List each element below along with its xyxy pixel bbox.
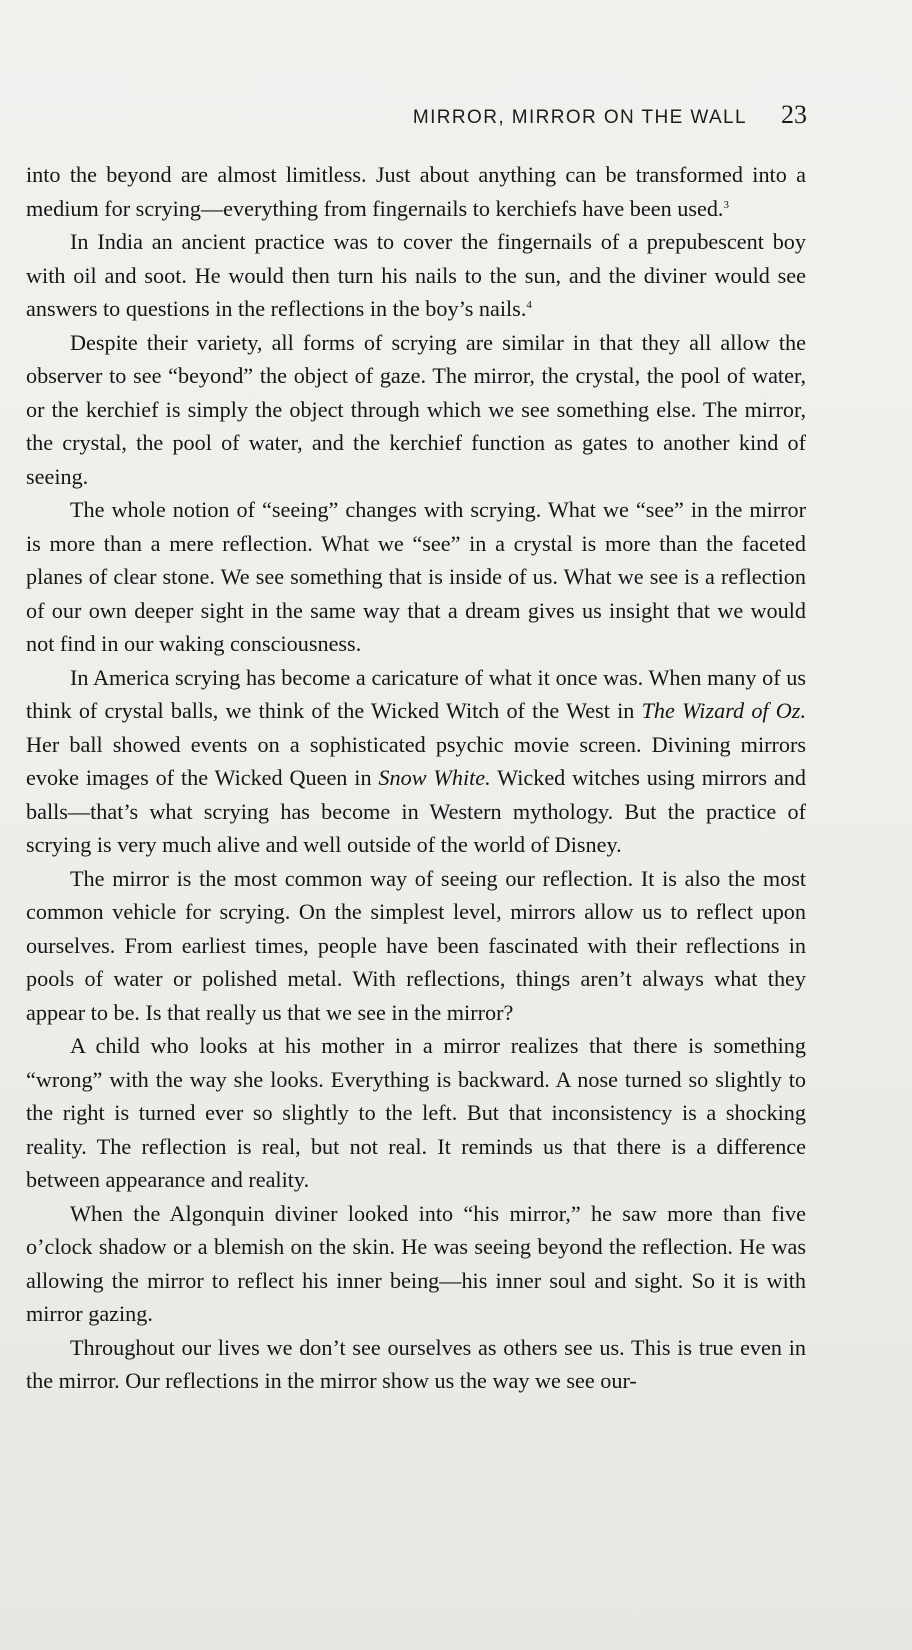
title-snow-white: Snow White. (378, 765, 491, 790)
paragraph-9: Throughout our lives we don’t see ourselves as others see us. This is true even in the mirror. Our reflections in the mirror show us the way we see our- (26, 1334, 806, 1393)
paragraph-6: The mirror is the most common way of seeing our reflection. It is also the most common vehicle for scrying. On the simplest level, mirrors allow us to reflect upon ourselves. From earliest times, people have been fascinated with their reflections in pools of water or polished metal. With reflections, things aren’t always what they appear to be. Is that really us that we see in the mirror? (26, 865, 806, 1025)
paragraph-5-text-a: In America scrying has become a caricature of what it once was. When many of us think of crystal balls, we think of the Wicked Witch of the West in (26, 664, 806, 723)
paragraph-7: A child who looks at his mother in a mirror realizes that there is something “wrong” with the way she looks. Everything is backward. A nose turned so slightly to the right is turned ever so slightly to the left. But that inconsistency is a shocking reality. The reflection is real, but not real. It reminds us that there is a difference between appearance and reality. (26, 1033, 806, 1192)
paragraph-8: When the Algonquin diviner looked into “his mirror,” he saw more than five o’clock shadow or a blemish on the skin. He was seeing beyond the reflection. He was allowing the mirror to reflect his inner being—his inner soul and sight. So it is with mirror gazing. (26, 1200, 806, 1326)
paragraph-5-text-c: Wicked witches using mirrors and balls—that’s what scrying has become in Western mythology. But the practice of scrying is very much alive and well outside of the world of Disney. (26, 765, 806, 857)
paragraph-4: The whole notion of “seeing” changes with scrying. What we “see” in the mirror is more than a mere reflection. What we “see” in a crystal is more than the faceted planes of clear stone. We see something that is inside of us. What we see is a reflection of our own deeper sight in the same way that a dream gives us insight that we would not find in our waking consciousness. (26, 497, 806, 656)
body-text (26, 158, 806, 1398)
footnote-ref-3: 3 (723, 198, 729, 211)
page-number: 23 (781, 100, 807, 129)
running-head: MIRROR, MIRROR ON THE WALL (412, 107, 747, 128)
footnote-ref-4: 4 (526, 299, 532, 311)
paragraph-1-text: into the beyond are almost limitless. Just about anything can be transformed into a medium for scrying—everything from fingernails to kerchiefs have been used. (26, 162, 806, 221)
title-wizard-of-oz: The Wizard of Oz. (641, 698, 806, 723)
paragraph-5 (26, 661, 806, 862)
paragraph-1 (26, 158, 806, 225)
paragraph-2 (26, 225, 806, 326)
paragraph-2-text: In India an ancient practice was to cover the fingernails of a prepubescent boy with oil and soot. He would then turn his nails to the sun, and the diviner would see answers to questions in the reflections in the boy’s nails. (26, 229, 806, 321)
paragraph-5-text-b: Her ball showed events on a sophisticated psychic movie screen. Divining mirrors evoke images of the Wicked Queen in (26, 731, 806, 790)
page-header (0, 100, 807, 130)
paragraph-3: Despite their variety, all forms of scrying are similar in that they all allow the observer to see “beyond” the object of gaze. The mirror, the crystal, the pool of water, or the kerchief is simply the object through which we see something else. The mirror, the crystal, the pool of water, and the kerchief function as gates to another kind of seeing. (26, 329, 806, 489)
